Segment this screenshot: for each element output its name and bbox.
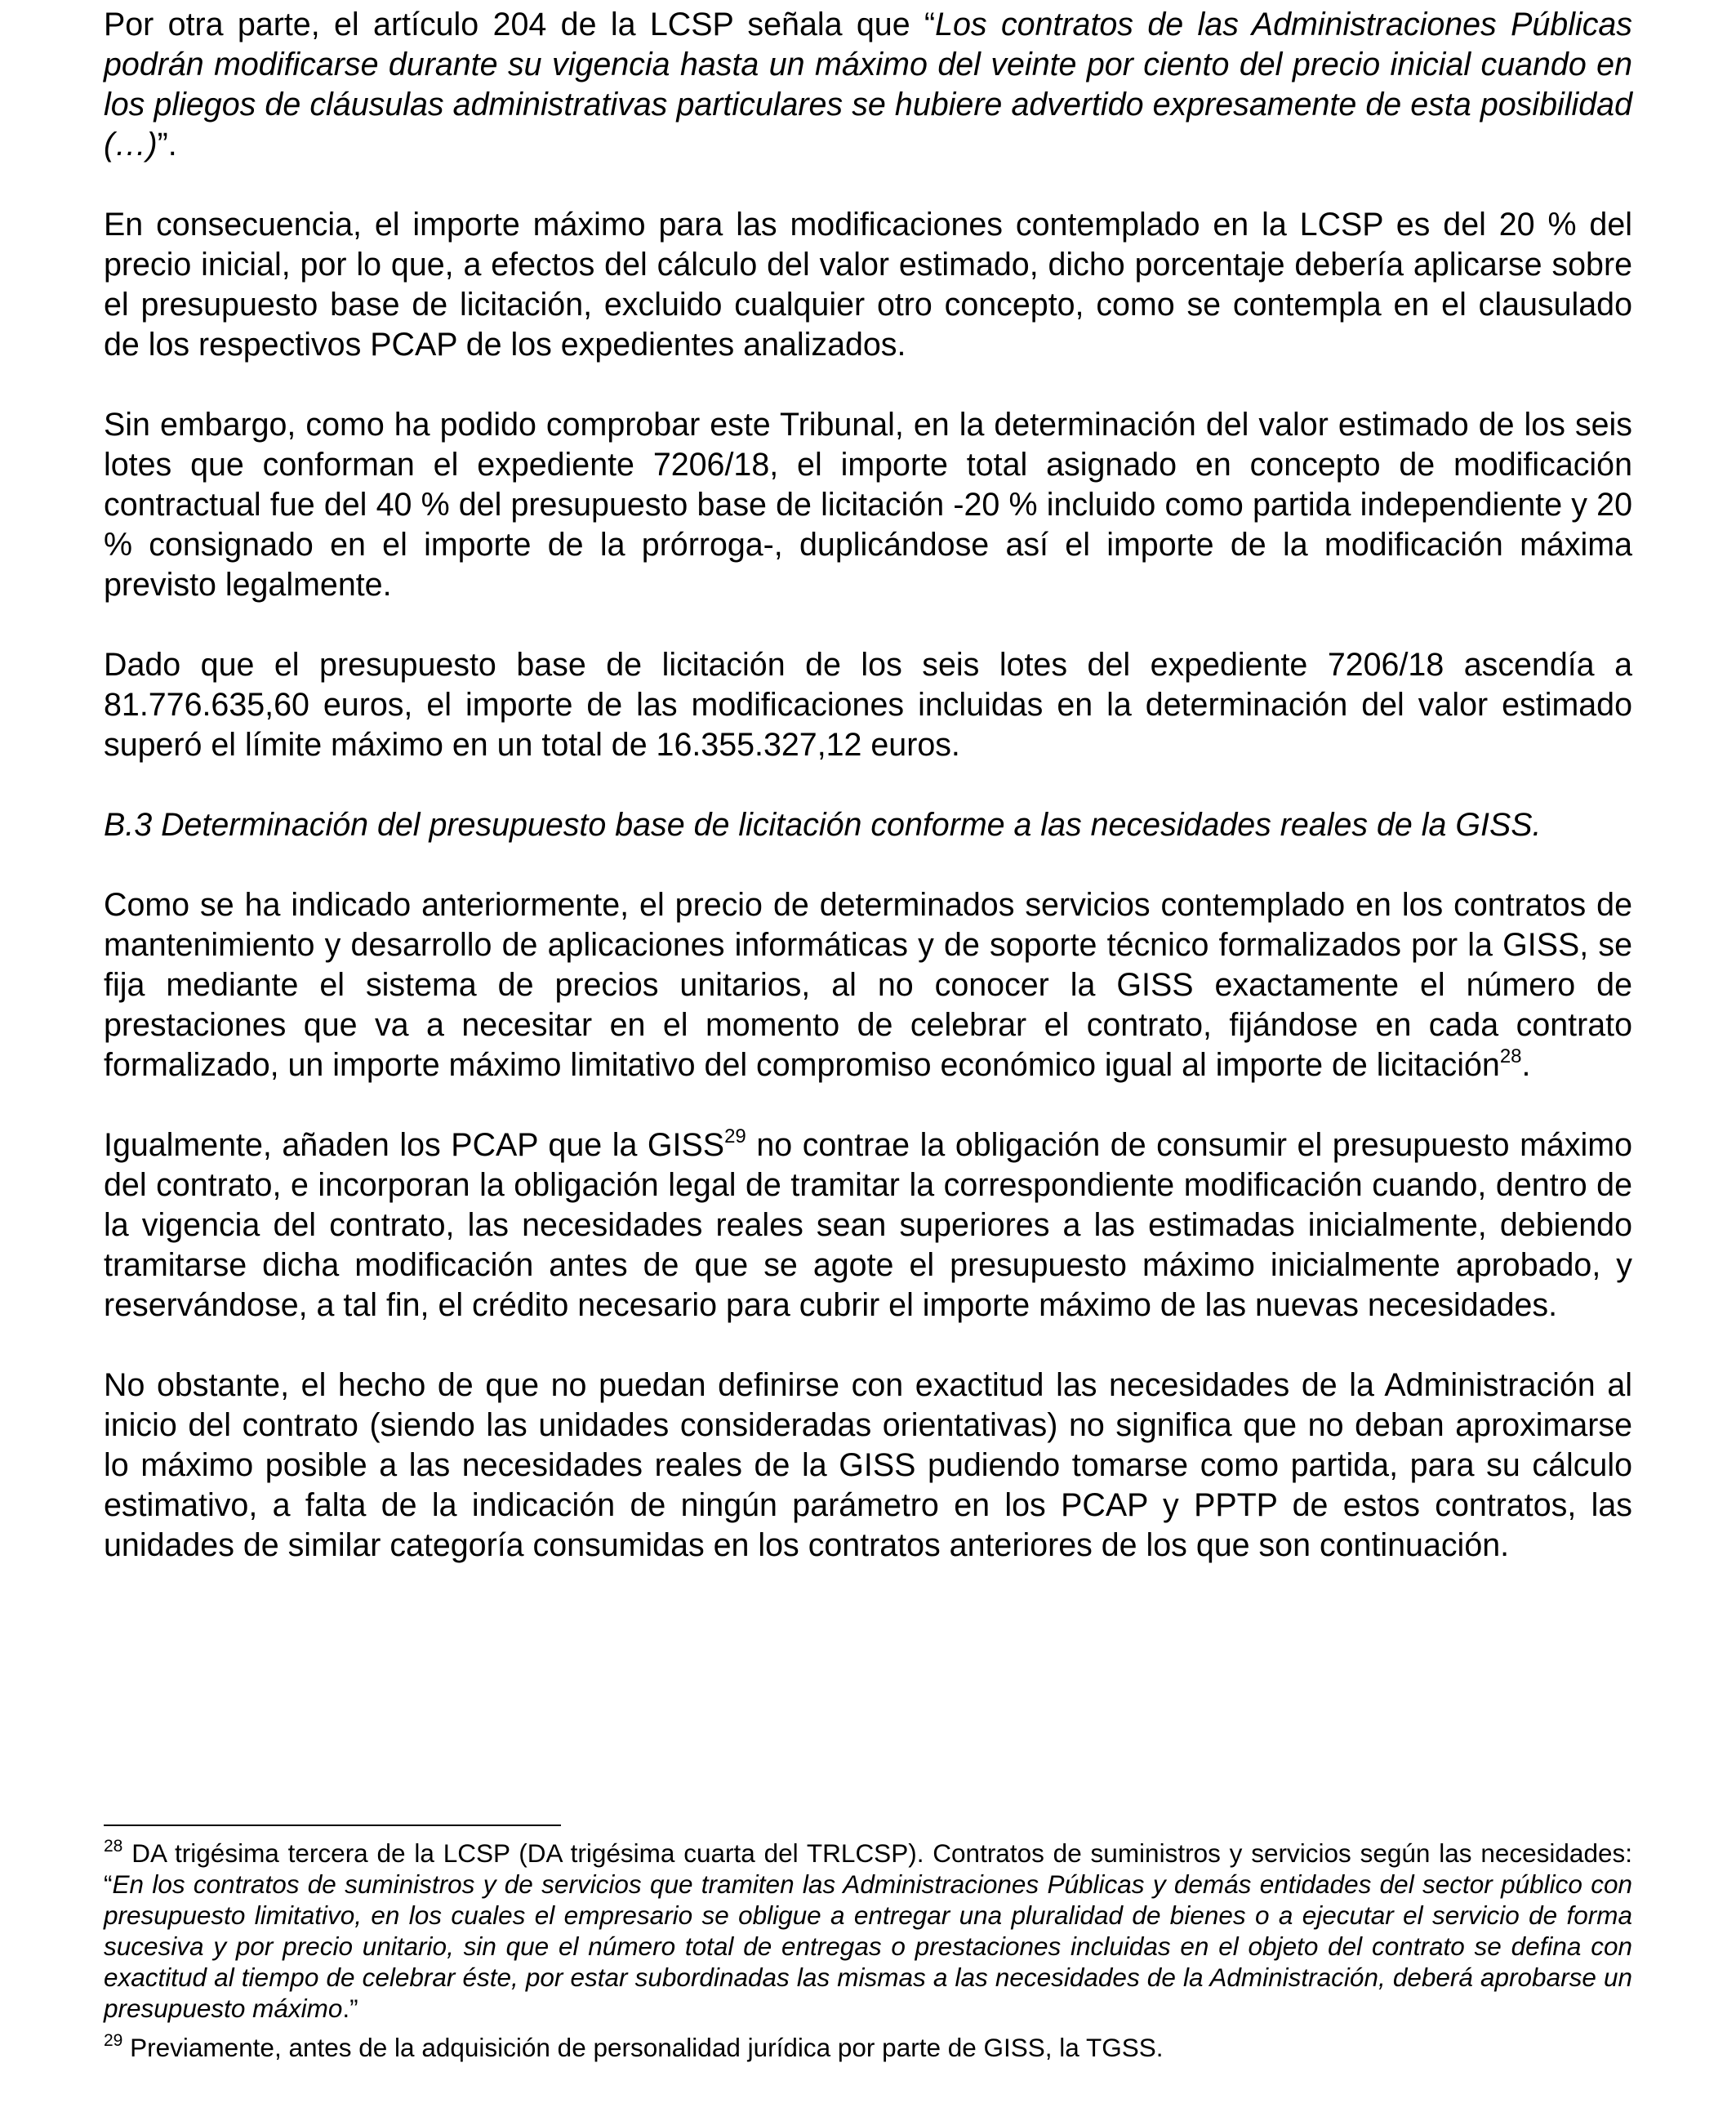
footnote-29 <box>104 2032 1632 2063</box>
p1-closing-text: ”. <box>157 127 177 163</box>
document-body <box>104 5 1632 1606</box>
footnote-number-29: 29 <box>104 2031 123 2050</box>
footnote-28-closing: .” <box>342 1994 358 2023</box>
paragraph-precios-unitarios <box>104 885 1632 1085</box>
p1-intro-text: Por otra parte, el artículo 204 de la LCSP señala que “ <box>104 7 936 42</box>
footnote-28-quote: En los contratos de suministros y de servicios que tramiten las Administraciones Públicas y demás entidades del sector público con presupuesto limitativo, en los cuales el empresario se obligue a entregar una pluralidad de bienes o a ejecutar el servicio de forma sucesiva y por precio unitario, sin que el número total de entregas o prestaciones incluidas en el objeto del contrato se defina con exactitud al tiempo de celebrar éste, por estar subordinadas las mismas a las necesidades de la Administración, deberá aprobarse un presupuesto máximo <box>104 1869 1632 2023</box>
section-heading-b3: B.3 Determinación del presupuesto base de licitación conforme a las necesidades reales de la GISS. <box>104 807 1542 843</box>
paragraph-no-obstante: No obstante, el hecho de que no puedan definirse con exactitud las necesidades de la Administración al inicio del contrato (siendo las unidades consideradas orientativas) no significa que no deban aproximarse lo máximo posible a las necesidades reales de la GISS pudiendo tomarse como partida, para su cálculo estimativo, a falta de la indicación de ningún parámetro en los PCAP y PPTP de estos contratos, las unidades de similar categoría consumidas en los contratos anteriores de los que son continuación. <box>104 1367 1632 1563</box>
footnotes-section <box>104 1825 1632 2071</box>
paragraph-tribunal-findings: Sin embargo, como ha podido comprobar este Tribunal, en la determinación del valor estimado de los seis lotes que conforman el expediente 7206/18, el importe total asignado en concepto de modificación contractual fue del 40 % del presupuesto base de licitación -20 % incluido como partida independiente y 20 % consignado en el importe de la prórroga-, duplicándose así el importe de la modificación máxima previsto legalmente. <box>104 407 1632 603</box>
footnote-number-28: 28 <box>104 1837 123 1856</box>
p6-intro-text: Igualmente, añaden los PCAP que la GISS <box>104 1127 725 1163</box>
footnote-ref-28[interactable]: 28 <box>1499 1045 1522 1067</box>
paragraph-presupuesto-lotes: Dado que el presupuesto base de licitación de los seis lotes del expediente 7206/18 ascendía a 81.776.635,60 euros, el importe de las modificaciones incluidas en la determinación del valor estimado superó el límite máximo en un total de 16.355.327,12 euros. <box>104 647 1632 763</box>
p5-text: Como se ha indicado anteriormente, el precio de determinados servicios contemplado en los contratos de mantenimiento y desarrollo de aplicaciones informáticas y de soporte técnico formalizados por la GISS, se fija mediante el sistema de precios unitarios, al no conocer la GISS exactamente el número de prestaciones que va a necesitar en el momento de celebrar el contrato, fijándose en cada contrato formalizado, un importe máximo limitativo del compromiso económico igual al importe de licitación <box>104 887 1632 1083</box>
paragraph-importe-maximo: En consecuencia, el importe máximo para las modificaciones contemplado en la LCSP es del 20 % del precio inicial, por lo que, a efectos del cálculo del valor estimado, dicho porcentaje debería aplicarse sobre el presupuesto base de licitación, excluido cualquier otro concepto, como se contempla en el clausulado de los respectivos PCAP de los expedientes analizados. <box>104 207 1632 363</box>
p1-quote-text: Los contratos de las Administraciones Públicas podrán modificarse durante su vigencia hasta un máximo del veinte por ciento del precio inicial cuando en los pliegos de cláusulas administrativas particulares se hubiere advertido expresamente de esta posibilidad (…) <box>104 7 1632 163</box>
footnote-divider <box>104 1825 561 1826</box>
footnote-28-intro: DA trigésima tercera de la LCSP (DA trigésima cuarta del TRLCSP). Contratos de suministros y servicios según las necesidades: “ <box>104 1838 1632 1899</box>
footnote-29-text: Previamente, antes de la adquisición de personalidad jurídica por parte de GISS, la TGSS. <box>122 2033 1164 2062</box>
footnote-ref-29[interactable]: 29 <box>724 1125 746 1147</box>
paragraph-pcap-obligacion <box>104 1125 1632 1326</box>
p6-text: no contrae la obligación de consumir el presupuesto máximo del contrato, e incorporan la obligación legal de tramitar la correspondiente modificación cuando, dentro de la vigencia del contrato, las necesidades reales sean superiores a las estimadas inicialmente, debiendo tramitarse dicha modificación antes de que se agote el presupuesto máximo inicialmente aprobado, y reservándose, a tal fin, el crédito necesario para cubrir el importe máximo de las nuevas necesidades. <box>104 1127 1632 1323</box>
p5-closing-text: . <box>1521 1047 1531 1083</box>
paragraph-article-204 <box>104 5 1632 165</box>
footnote-28 <box>104 1838 1632 2024</box>
